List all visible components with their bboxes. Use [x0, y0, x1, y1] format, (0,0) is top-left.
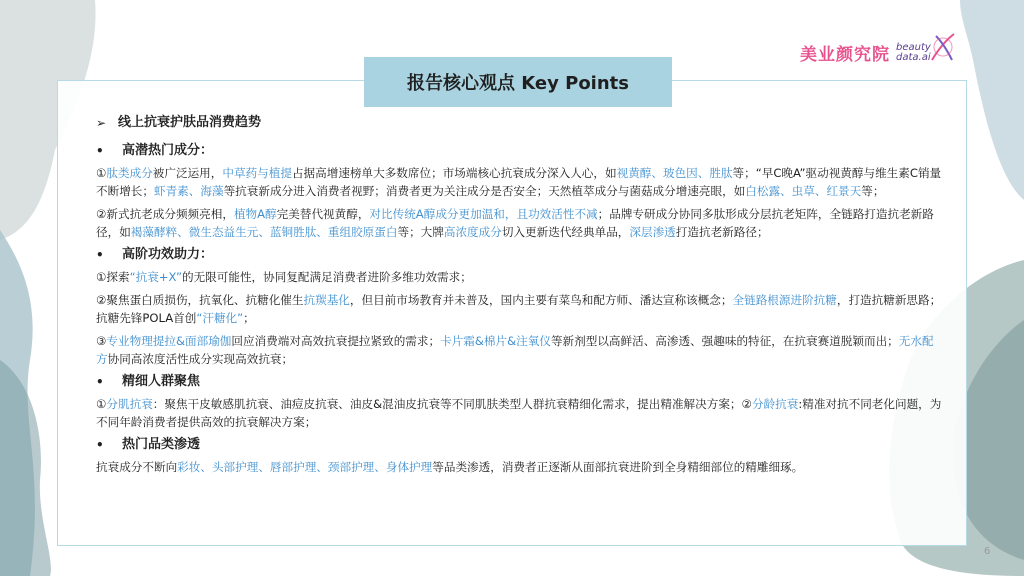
paragraph [96, 291, 944, 327]
logo-en-line2: data.ai [896, 51, 931, 63]
page-number: 6 [984, 546, 991, 557]
section-title-ingredients [96, 142, 944, 160]
logo-en-line1: beauty [896, 41, 931, 53]
main-heading-text: 线上抗衰护肤品消费趋势 [118, 115, 262, 130]
bullet-dot-icon: • [96, 144, 104, 158]
text-run: 切入更新迭代经典单品， [501, 225, 630, 239]
highlight-term: 卡片霜&棉片&注氧仪 [440, 334, 551, 348]
key-points-body [96, 114, 944, 481]
section-title-efficacy [96, 246, 944, 264]
main-heading [96, 114, 944, 132]
highlight-term: 褐藻酵粹、微生态益生元、蓝铜胜肽、重组胶原蛋白 [130, 225, 398, 239]
highlight-term: 视黄醇、玻色因、胜肽 [616, 166, 733, 180]
section-title-text: 热门品类渗透 [122, 437, 201, 452]
text-run: ②聚焦蛋白质损伤，抗氧化、抗糖化催生 [96, 293, 304, 307]
page-title: 报告核心观点 Key Points [364, 57, 672, 107]
section-title-text: 高潜热门成分： [122, 143, 214, 158]
text-run: 协同高浓度活性成分实现高效抗衰； [107, 352, 294, 366]
text-run: 的无限可能性，协同复配满足消费者进阶多维功效需求； [181, 270, 472, 284]
highlight-term: 分龄抗衰 [751, 397, 799, 411]
section-title-text: 高阶功效助力： [122, 247, 214, 262]
text-run: ，但目前市场教育并未普及，国内主要有菜鸟和配方师、潘达宣称该概念； [349, 293, 733, 307]
text-run: 等；大牌 [397, 225, 444, 239]
text-run: 被广泛运用， [152, 166, 223, 180]
text-run: 打造抗老新路径； [675, 225, 769, 239]
highlight-term: 抗羰基化 [303, 293, 350, 307]
highlight-term: 深层渗透 [629, 225, 676, 239]
bullet-dot-icon: • [96, 375, 104, 389]
text-run: ②新式抗老成分频频亮相， [96, 207, 234, 221]
text-run: ③ [96, 334, 107, 348]
paragraph [96, 205, 944, 241]
paragraph [96, 395, 944, 431]
logo-en-text [896, 43, 931, 63]
text-run: ①探索 [96, 270, 130, 284]
logo-cn-text: 美业颜究院 [800, 45, 890, 65]
highlight-term: 对比传统A醇成分更加温和，且功效活性不减 [369, 207, 598, 221]
text-run: 等；“早C晚A”驱动视黄醇与维生素C销量不断增长； [96, 166, 942, 198]
highlight-term: 全链路根源进阶抗糖 [732, 293, 837, 307]
highlight-term: 彩妆、头部护理、唇部护理、颈部护理、身体护理 [177, 460, 433, 474]
text-run: ① [96, 166, 107, 180]
paragraph [96, 164, 944, 200]
section-title-categories [96, 436, 944, 454]
text-run: 等抗衰新成分进入消费者视野；消费者更为关注成分是否安全；天然植萃成分与菌菇成分增速亮眼，如 [223, 184, 746, 198]
paragraph [96, 268, 944, 286]
text-run: 完美替代视黄醇， [276, 207, 370, 221]
highlight-term: 肽类成分 [106, 166, 153, 180]
bullet-dot-icon: • [96, 438, 104, 452]
highlight-term: 专业物理提拉&面部瑜伽 [106, 334, 232, 348]
highlight-term: 分肌抗衰 [106, 397, 153, 411]
text-run: 等新剂型以高鲜活、高渗透、强趣味的特征，在抗衰赛道脱颖而出； [550, 334, 899, 348]
text-run: 占据高增速榜单大多数席位；市场端核心抗衰成分深入人心，如 [291, 166, 617, 180]
section-title-population [96, 373, 944, 391]
text-run: ；品牌专研成分协同多肽形成分层抗老矩阵，全链路打造抗老新路径，如 [96, 207, 934, 239]
text-run: 回应消费端对高效抗衰提拉紧致的需求； [231, 334, 441, 348]
text-run: 等； [861, 184, 885, 198]
highlight-term: “汗糖化” [196, 311, 244, 325]
text-run: ① [96, 397, 107, 411]
highlight-term: 白松露、虫草、红景天 [745, 184, 862, 198]
arrow-bullet-icon: ➢ [96, 116, 107, 130]
paragraph [96, 458, 944, 476]
text-run: 抗衰成分不断向 [96, 460, 178, 474]
highlight-term: 无水配方 [96, 334, 934, 366]
text-run: ：聚焦干皮敏感肌抗衰、油痘皮抗衰、油皮&混油皮抗衰等不同肌肤类型人群抗衰精细化需求，提出精准解决方案；② [152, 397, 752, 411]
highlight-term: 植物A醇 [233, 207, 277, 221]
section-title-text: 精细人群聚焦 [122, 374, 201, 389]
text-run: :精准对抗不同老化问题，为不同年龄消费者提供高效的抗衰解决方案； [96, 397, 942, 429]
logo-swirl-icon [928, 30, 958, 64]
paragraph [96, 332, 944, 368]
highlight-term: 中草药与植提 [222, 166, 292, 180]
highlight-term: 高浓度成分 [443, 225, 502, 239]
highlight-term: 虾青素、海藻 [153, 184, 224, 198]
brand-logo [800, 40, 931, 65]
text-run: ，打造抗糖新思路；抗糖先锋POLA首创 [96, 293, 942, 325]
highlight-term: “抗衰+X” [129, 270, 182, 284]
bullet-dot-icon: • [96, 248, 104, 262]
text-run: ； [243, 311, 255, 325]
text-run: 等品类渗透，消费者正逐渐从面部抗衰进阶到全身精细部位的精雕细琢。 [432, 460, 804, 474]
